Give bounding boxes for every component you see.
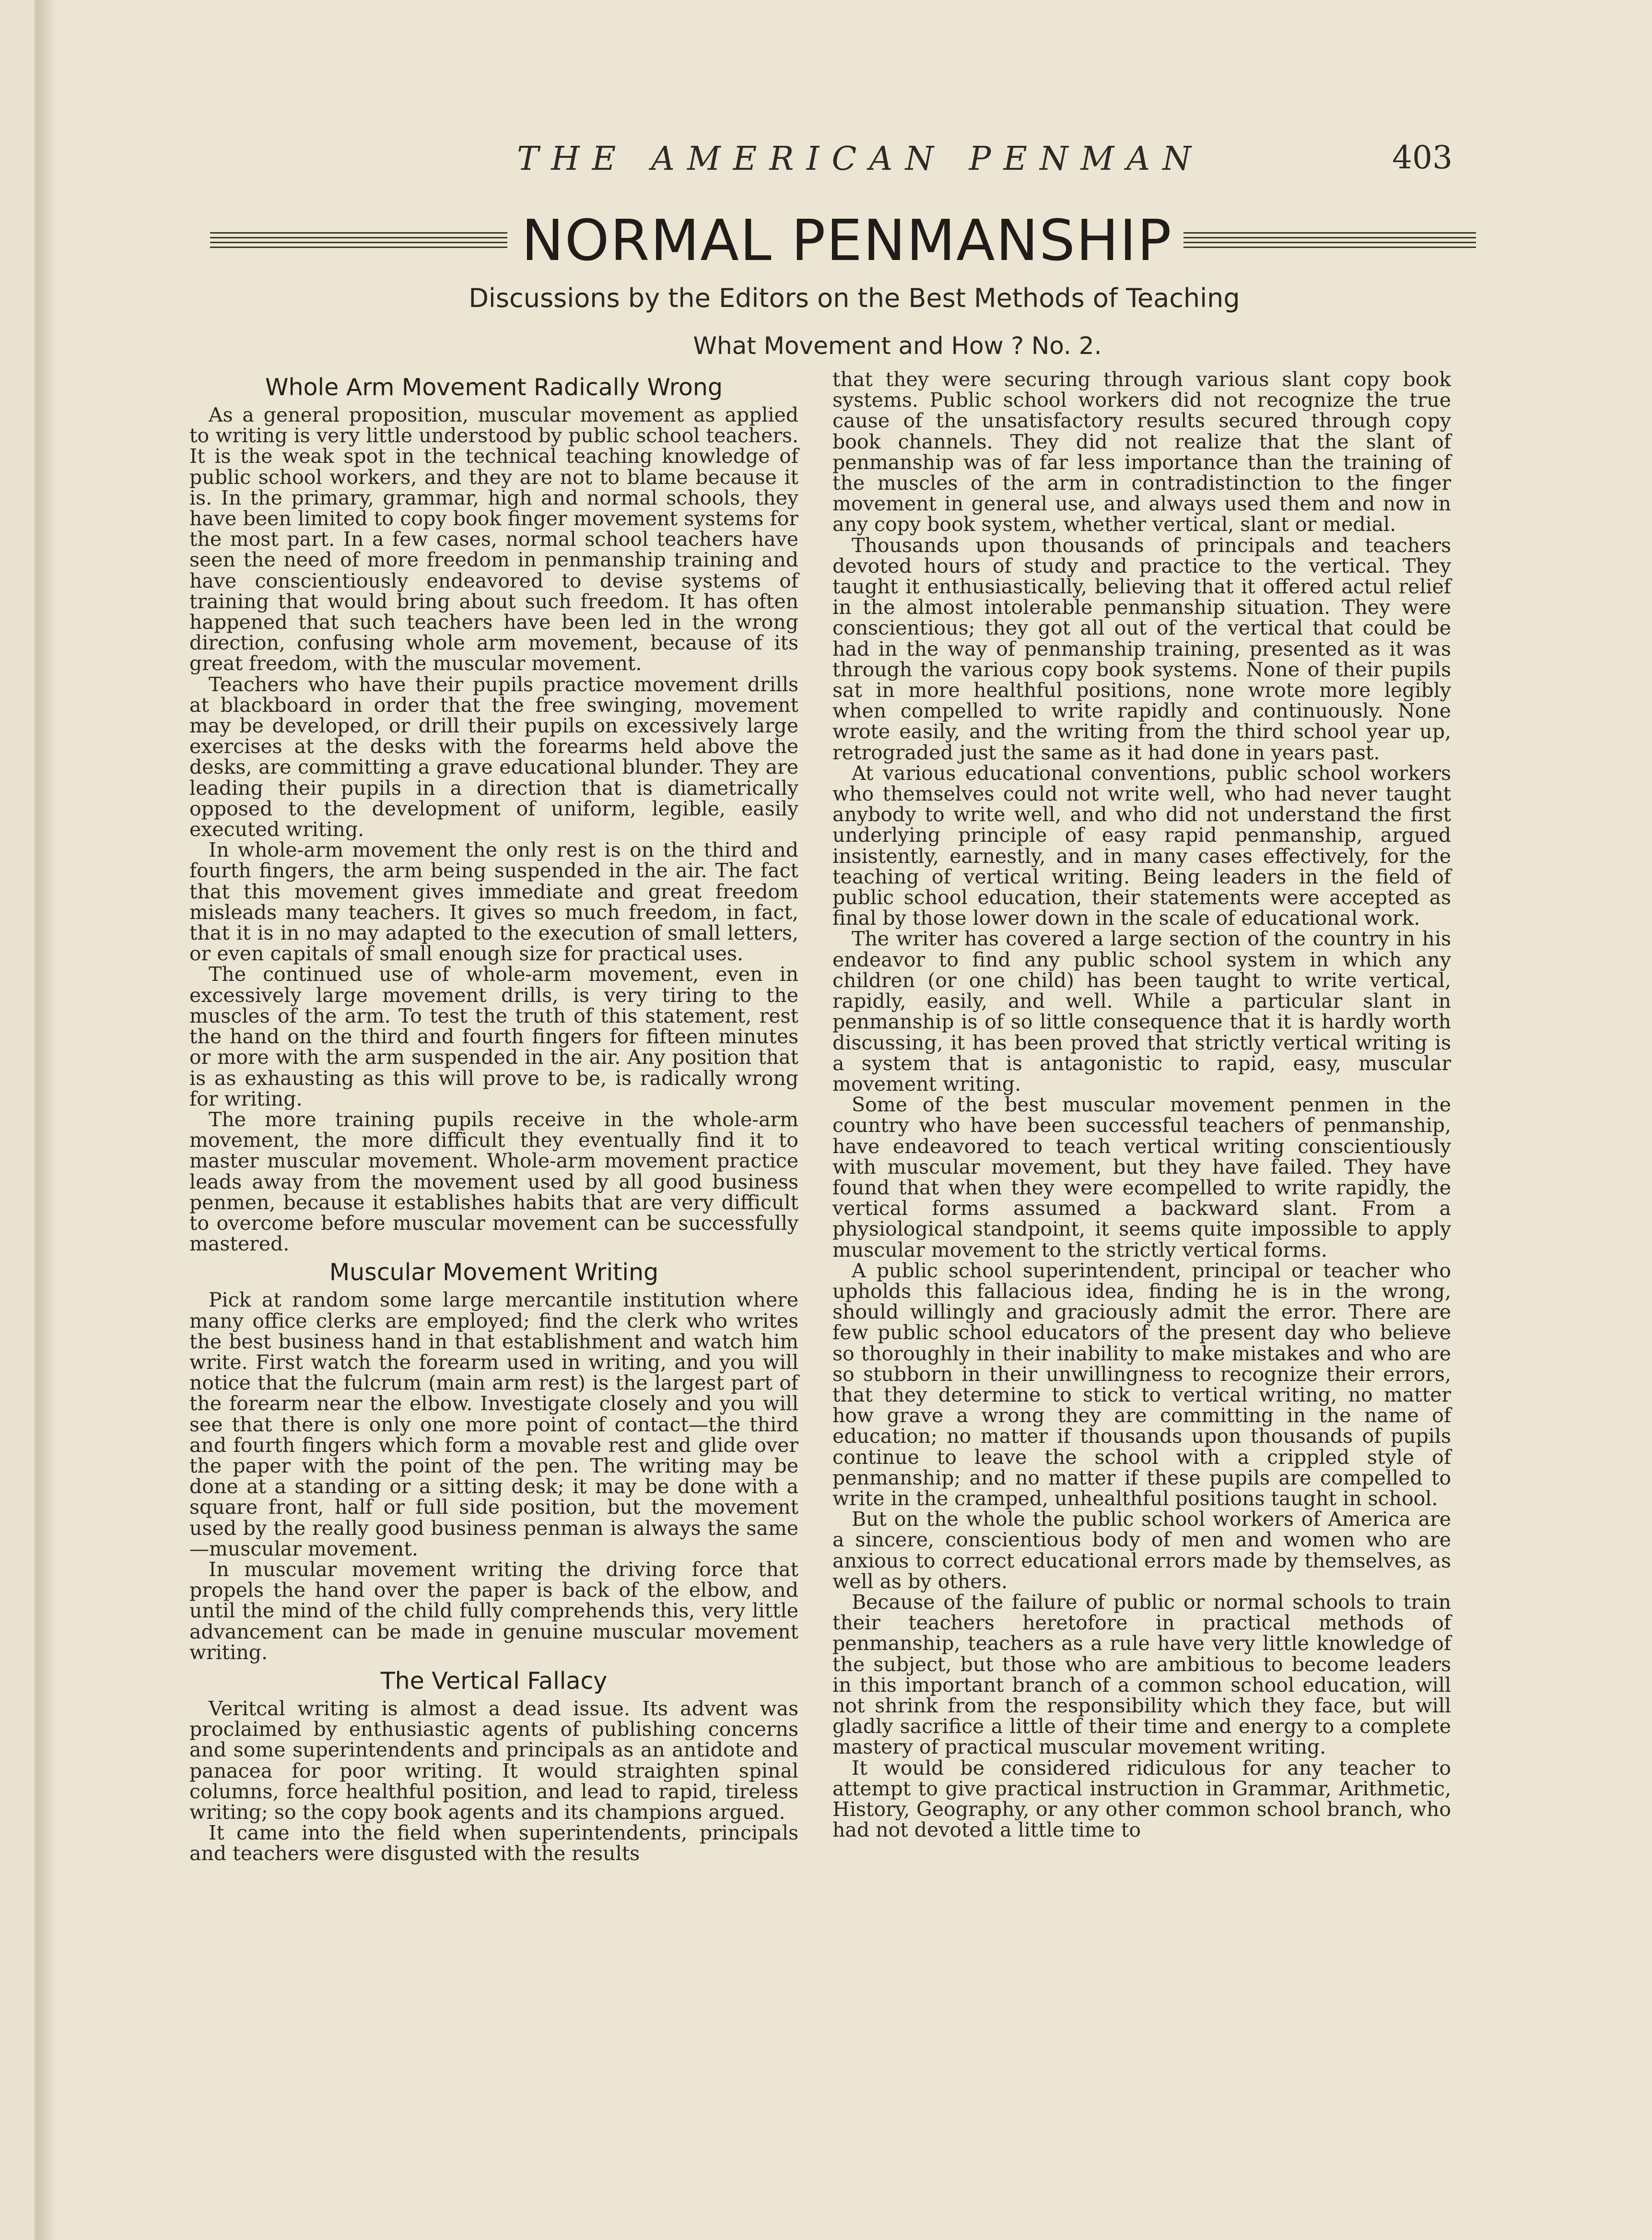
paragraph: The more training pupils receive in the whole-arm movement, the more difficult they eventually find it to master muscular movement. Whole-arm movement practice leads away from the movement used by all good business penmen, because it establishes habits that are very difficult to overcome before muscular movement can be successfully mastered. bbox=[189, 1108, 798, 1256]
page bbox=[37, 0, 1652, 2240]
facing-page-edge bbox=[0, 0, 37, 2240]
paragraph: In whole-arm movement the only rest is on the third and fourth fingers, the arm being suspended in the air. The fact that this movement gives immediate and great freedom misleads many teachers. It gives so much freedom, in fact, that it is in no may adapted to the execution of small letters, or even capitals of small enough size for practical uses. bbox=[189, 838, 798, 966]
section-heading: The Vertical Fallacy bbox=[380, 1667, 608, 1695]
section-heading: Muscular Movement Writing bbox=[329, 1259, 659, 1286]
article-title: NORMAL PENMANSHIP bbox=[521, 207, 1172, 273]
article-subtitle: Discussions by the Editors on the Best Methods of Teaching bbox=[469, 283, 1240, 313]
title-rule-left bbox=[210, 232, 507, 248]
section-heading: Whole Arm Movement Radically Wrong bbox=[265, 374, 723, 401]
paragraph: A public school superintendent, principal or teacher who upholds this fallacious idea, finding he is in the wrong, should willingly and graciously admit the error. There are few public school educators of the present day who believe so thoroughly in their inability to make mistakes and who are so stubborn in their unwillingness to recognize their errors, that they determine to stick to vertical writing, no matter how grave a wrong they are committing in the name of education; no matter if thousands upon thousands of pupils continue to leave the school with a crippled style of penmanship; and no matter if these pupils are compelled to write in the cramped, unhealthful positions taught in school. bbox=[832, 1259, 1451, 1510]
paragraph: In muscular movement writing the driving force that propels the hand over the paper is back of the elbow, and until the mind of the child fully comprehends this, very little advancement can be made in genuine muscular movement writing. bbox=[189, 1557, 798, 1664]
paragraph: Some of the best muscular movement penmen in the country who have been successful teachers of penmanship, have endeavored to teach vertical writing conscientiously with muscular movement, but they have failed. They have found that when they were ecompelled to write rapidly, the vertical forms assumed a backward slant. From a physiological standpoint, it seems quite impossible to apply muscular movement to the strictly vertical forms. bbox=[832, 1093, 1451, 1261]
paragraph: But on the whole the public school workers of America are a sincere, conscientious body of men and women who are anxious to correct educational errors made by themselves, as well as by others. bbox=[832, 1508, 1451, 1593]
paragraph: At various educational conventions, public school workers who themselves could not write well, who had never taught anybody to write well, and who did not understand the first underlying principle of easy rapid penmanship, argued insistently, earnestly, and in many cases effectively, for the teaching of vertical writing. Being leaders in the field of public school education, their statements were accepted as final by those lower down in the scale of educational work. bbox=[832, 761, 1451, 930]
paragraph: It would be considered ridiculous for any teacher to attempt to give practical instruction in Grammar, Arithmetic, History, Geography, or any other common school branch, who had not devoted a little time to bbox=[832, 1756, 1451, 1842]
paragraph: It came into the field when superintendents, principals and teachers were disgusted with the results bbox=[189, 1821, 798, 1865]
paragraph: As a general proposition, muscular movement as applied to writing is very little understood by public school teachers. It is the weak spot in the technical teaching knowledge of public school workers, and they are not to blame because it is. In the primary, grammar, high and normal schools, they have been limited to copy book finger movement systems for the most part. In a few cases, normal school teachers have seen the need of more freedom in penmanship training and have conscientiously endeavored to devise systems of training that would bring about such freedom. It has often happened that such teachers have been led in the wrong direction, confusing whole arm movement, because of its great freedom, with the muscular movement. bbox=[189, 403, 798, 675]
paragraph: The continued use of whole-arm movement, even in excessively large movement drills, is very tiring to the muscles of the arm. To test the truth of this statement, rest the hand on the third and fourth fingers for fifteen minutes or more with the arm suspended in the air. Any position that is as exhausting as this will prove to be, is radically wrong for writing. bbox=[189, 963, 798, 1110]
paragraph: Because of the failure of public or normal schools to train their teachers heretofore in practical methods of penmanship, teachers as a rule have very little knowledge of the subject, but those who are ambitious to become leaders in this important branch of a common school education, will not shrink from the responsibility which they face, but will gladly sacrifice a little of their time and energy to a complete mastery of practical muscular movement writing. bbox=[832, 1590, 1451, 1759]
running-head: THE AMERICAN PENMAN bbox=[517, 140, 1204, 178]
paragraph: Teachers who have their pupils practice movement drills at blackboard in order that the free swinging, movement may be developed, or drill their pupils on excessively large exercises at the desks with the forearms held above the desks, are committing a grave educational blunder. They are leading their pupils in a direction that is diametrically opposed to the development of uniform, legible, easily executed writing. bbox=[189, 672, 798, 841]
paragraph: Veritcal writing is almost a dead issue. Its advent was proclaimed by enthusiastic agents of publishing concerns and some superintendents and principals as an antidote and panacea for poor writing. It would straighten spinal columns, force healthful position, and lead to rapid, tireless writing; so the copy book agents and its champions argued. bbox=[189, 1697, 798, 1824]
paragraph: Pick at random some large mercantile institution where many office clerks are employed; find the clerk who writes the best business hand in that establishment and watch him write. First watch the forearm used in writing, and you will notice that the fulcrum (main arm rest) is the largest part of the forearm near the elbow. Investigate closely and you will see that there is only one more point of contact—the third and fourth fingers which form a movable rest and glide over the paper with the point of the pen. The writing may be done at a standing or a sitting desk; it may be done with a square front, half or full side position, but the movement used by the really good business penman is always the same—muscular movement. bbox=[189, 1288, 798, 1560]
title-row bbox=[210, 207, 1476, 273]
left-column bbox=[189, 369, 798, 1864]
right-column bbox=[832, 369, 1451, 1840]
paragraph: Thousands upon thousands of principals and teachers devoted hours of study and practice to the vertical. They taught it enthusiastically, believing that it offered actul relief in the almost intolerable penmanship situation. They were conscientious; they got all out of the vertical that could be had in the way of penmanship training, presented as it was through the various copy book systems. None of their pupils sat in more healthful positions, none wrote more legibly when compelled to write rapidly and continuously. None wrote easily, and the writing from the third school year up, retrograded just the same as it had done in years past. bbox=[832, 533, 1451, 764]
page-number: 403 bbox=[1392, 139, 1453, 176]
paragraph: that they were securing through various slant copy book systems. Public school workers did not recognize the true cause of the unsatisfactory results secured through copy book channels. They did not realize that the slant of penmanship was of far less importance than the training of the muscles of the arm in contradistinction to the finger movement in general use, and always used them and now in any copy book system, whether vertical, slant or medial. bbox=[832, 368, 1451, 536]
title-rule-right bbox=[1183, 232, 1476, 248]
paragraph: The writer has covered a large section of the country in his endeavor to find any public school system in which any children (or one child) has been taught to write vertical, rapidly, easily, and well. While a particular slant in penmanship is of so little consequence that it is hardly worth discussing, it has been proved that strictly vertical writing is a system that is antagonistic to rapid, easy, muscular movement writing. bbox=[832, 927, 1451, 1096]
article-subsubtitle: What Movement and How ? No. 2. bbox=[693, 332, 1102, 360]
